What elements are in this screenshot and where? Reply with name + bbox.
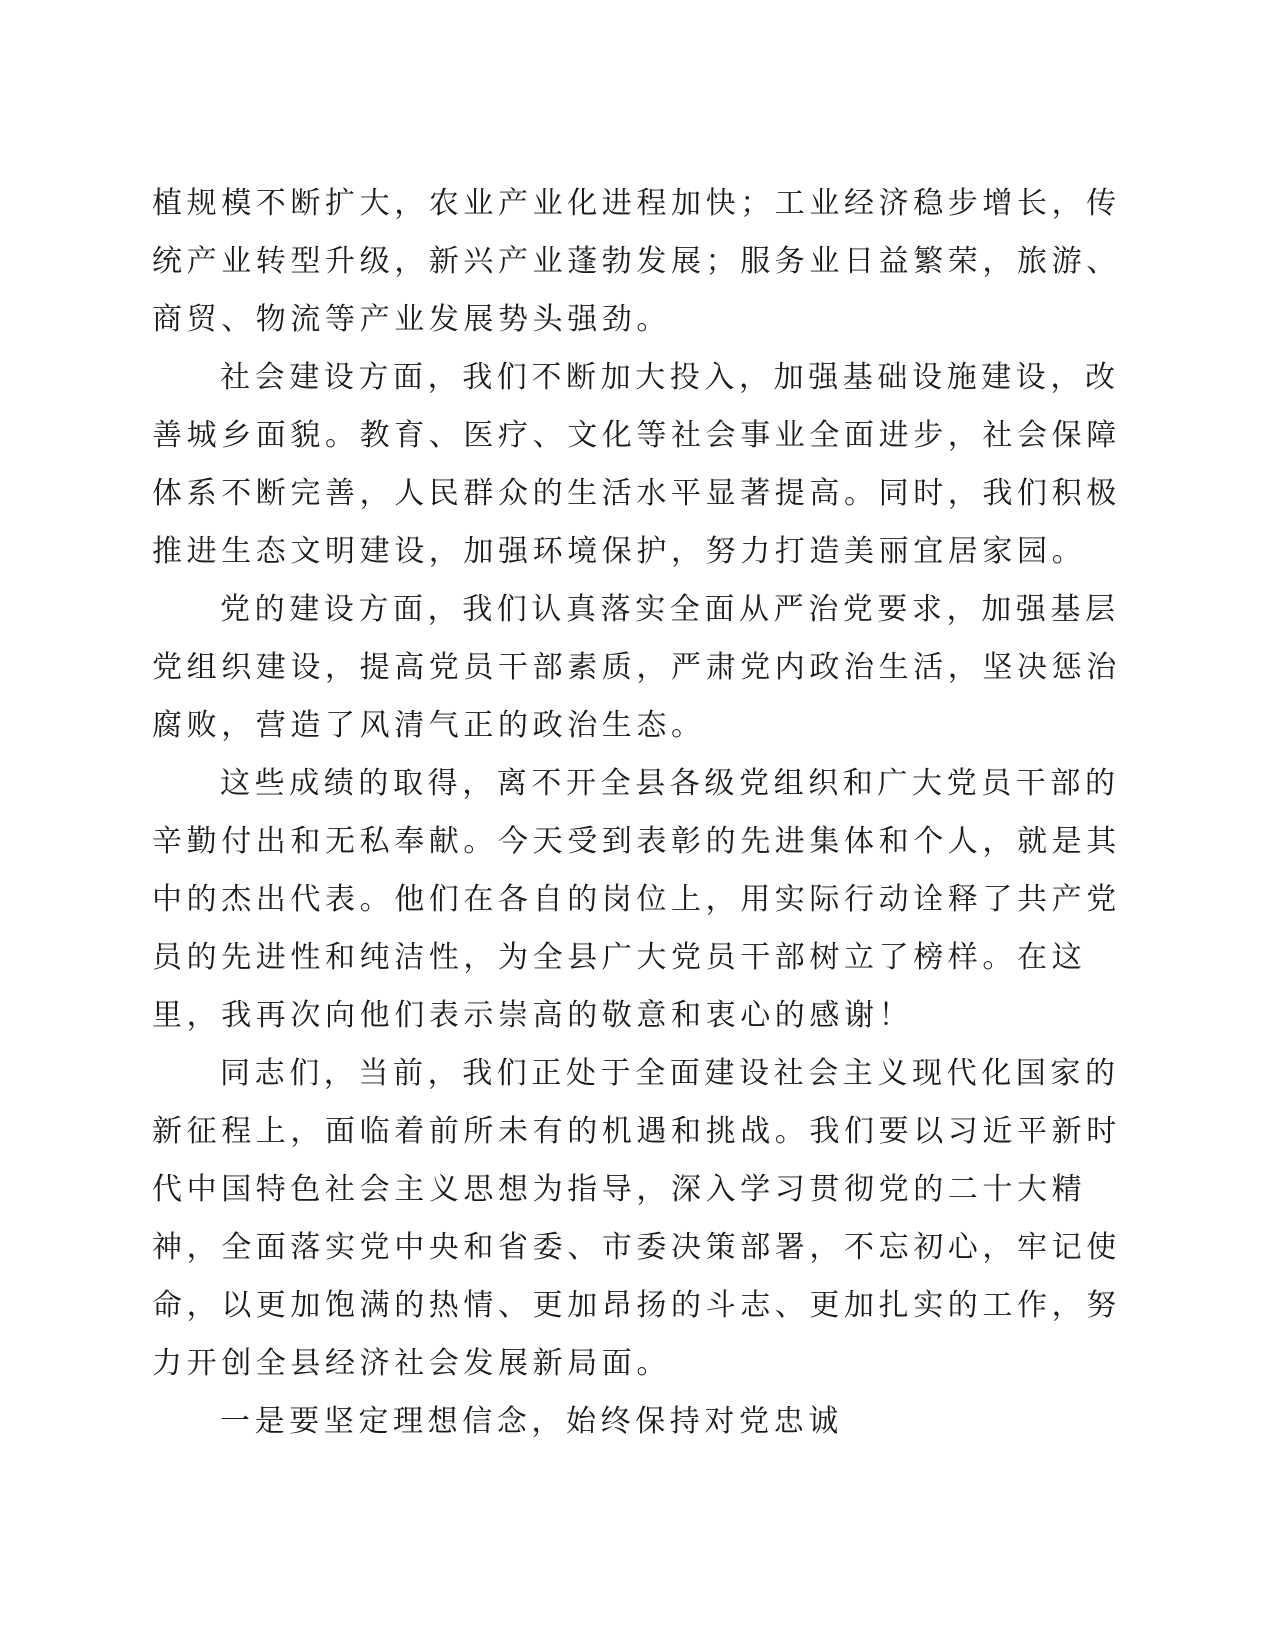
- text-line: 员的先进性和纯洁性，为全县广大党员干部树立了榜样。在这: [152, 940, 1087, 975]
- text-line: 党组织建设，提高党员干部素质，严肃党内政治生活，坚决惩治: [152, 650, 1121, 685]
- text-line: 商贸、物流等产业发展势头强劲。: [152, 302, 671, 337]
- text-line: 代中国特色社会主义思想为指导，深入学习贯彻党的二十大精: [152, 1172, 1087, 1207]
- text-line: 善城乡面貌。教育、医疗、文化等社会事业全面进步，社会保障: [152, 418, 1121, 453]
- paragraph-start-line: 一是要坚定理想信念，始终保持对党忠诚: [220, 1404, 843, 1439]
- text-line: 植规模不断扩大，农业产业化进程加快；工业经济稳步增长，传: [152, 186, 1121, 221]
- paragraph-start-line: 同志们，当前，我们正处于全面建设社会主义现代化国家的: [220, 1056, 1120, 1091]
- text-line: 神，全面落实党中央和省委、市委决策部署，不忘初心，牢记使: [152, 1230, 1121, 1265]
- paragraph-start-line: 这些成绩的取得，离不开全县各级党组织和广大党员干部的: [220, 766, 1120, 801]
- text-line: 推进生态文明建设，加强环境保护，努力打造美丽宜居家园。: [152, 534, 1087, 569]
- text-line: 里，我再次向他们表示崇高的敬意和衷心的感谢！: [152, 998, 914, 1033]
- text-line: 腐败，营造了风清气正的政治生态。: [152, 708, 706, 743]
- text-line: 辛勤付出和无私奉献。今天受到表彰的先进集体和个人，就是其: [152, 824, 1121, 859]
- text-line: 命，以更加饱满的热情、更加昂扬的斗志、更加扎实的工作，努: [152, 1288, 1121, 1323]
- document-body: [152, 175, 1121, 1451]
- text-line: 体系不断完善，人民群众的生活水平显著提高。同时，我们积极: [152, 476, 1121, 511]
- text-line: 中的杰出代表。他们在各自的岗位上，用实际行动诠释了共产党: [152, 882, 1121, 917]
- text-line: 统产业转型升级，新兴产业蓬勃发展；服务业日益繁荣，旅游、: [152, 244, 1121, 279]
- text-line: 新征程上，面临着前所未有的机遇和挑战。我们要以习近平新时: [152, 1114, 1121, 1149]
- text-line: 力开创全县经济社会发展新局面。: [152, 1346, 671, 1381]
- paragraph-start-line: 党的建设方面，我们认真落实全面从严治党要求，加强基层: [220, 592, 1120, 627]
- paragraph-start-line: 社会建设方面，我们不断加大投入，加强基础设施建设，改: [220, 360, 1120, 395]
